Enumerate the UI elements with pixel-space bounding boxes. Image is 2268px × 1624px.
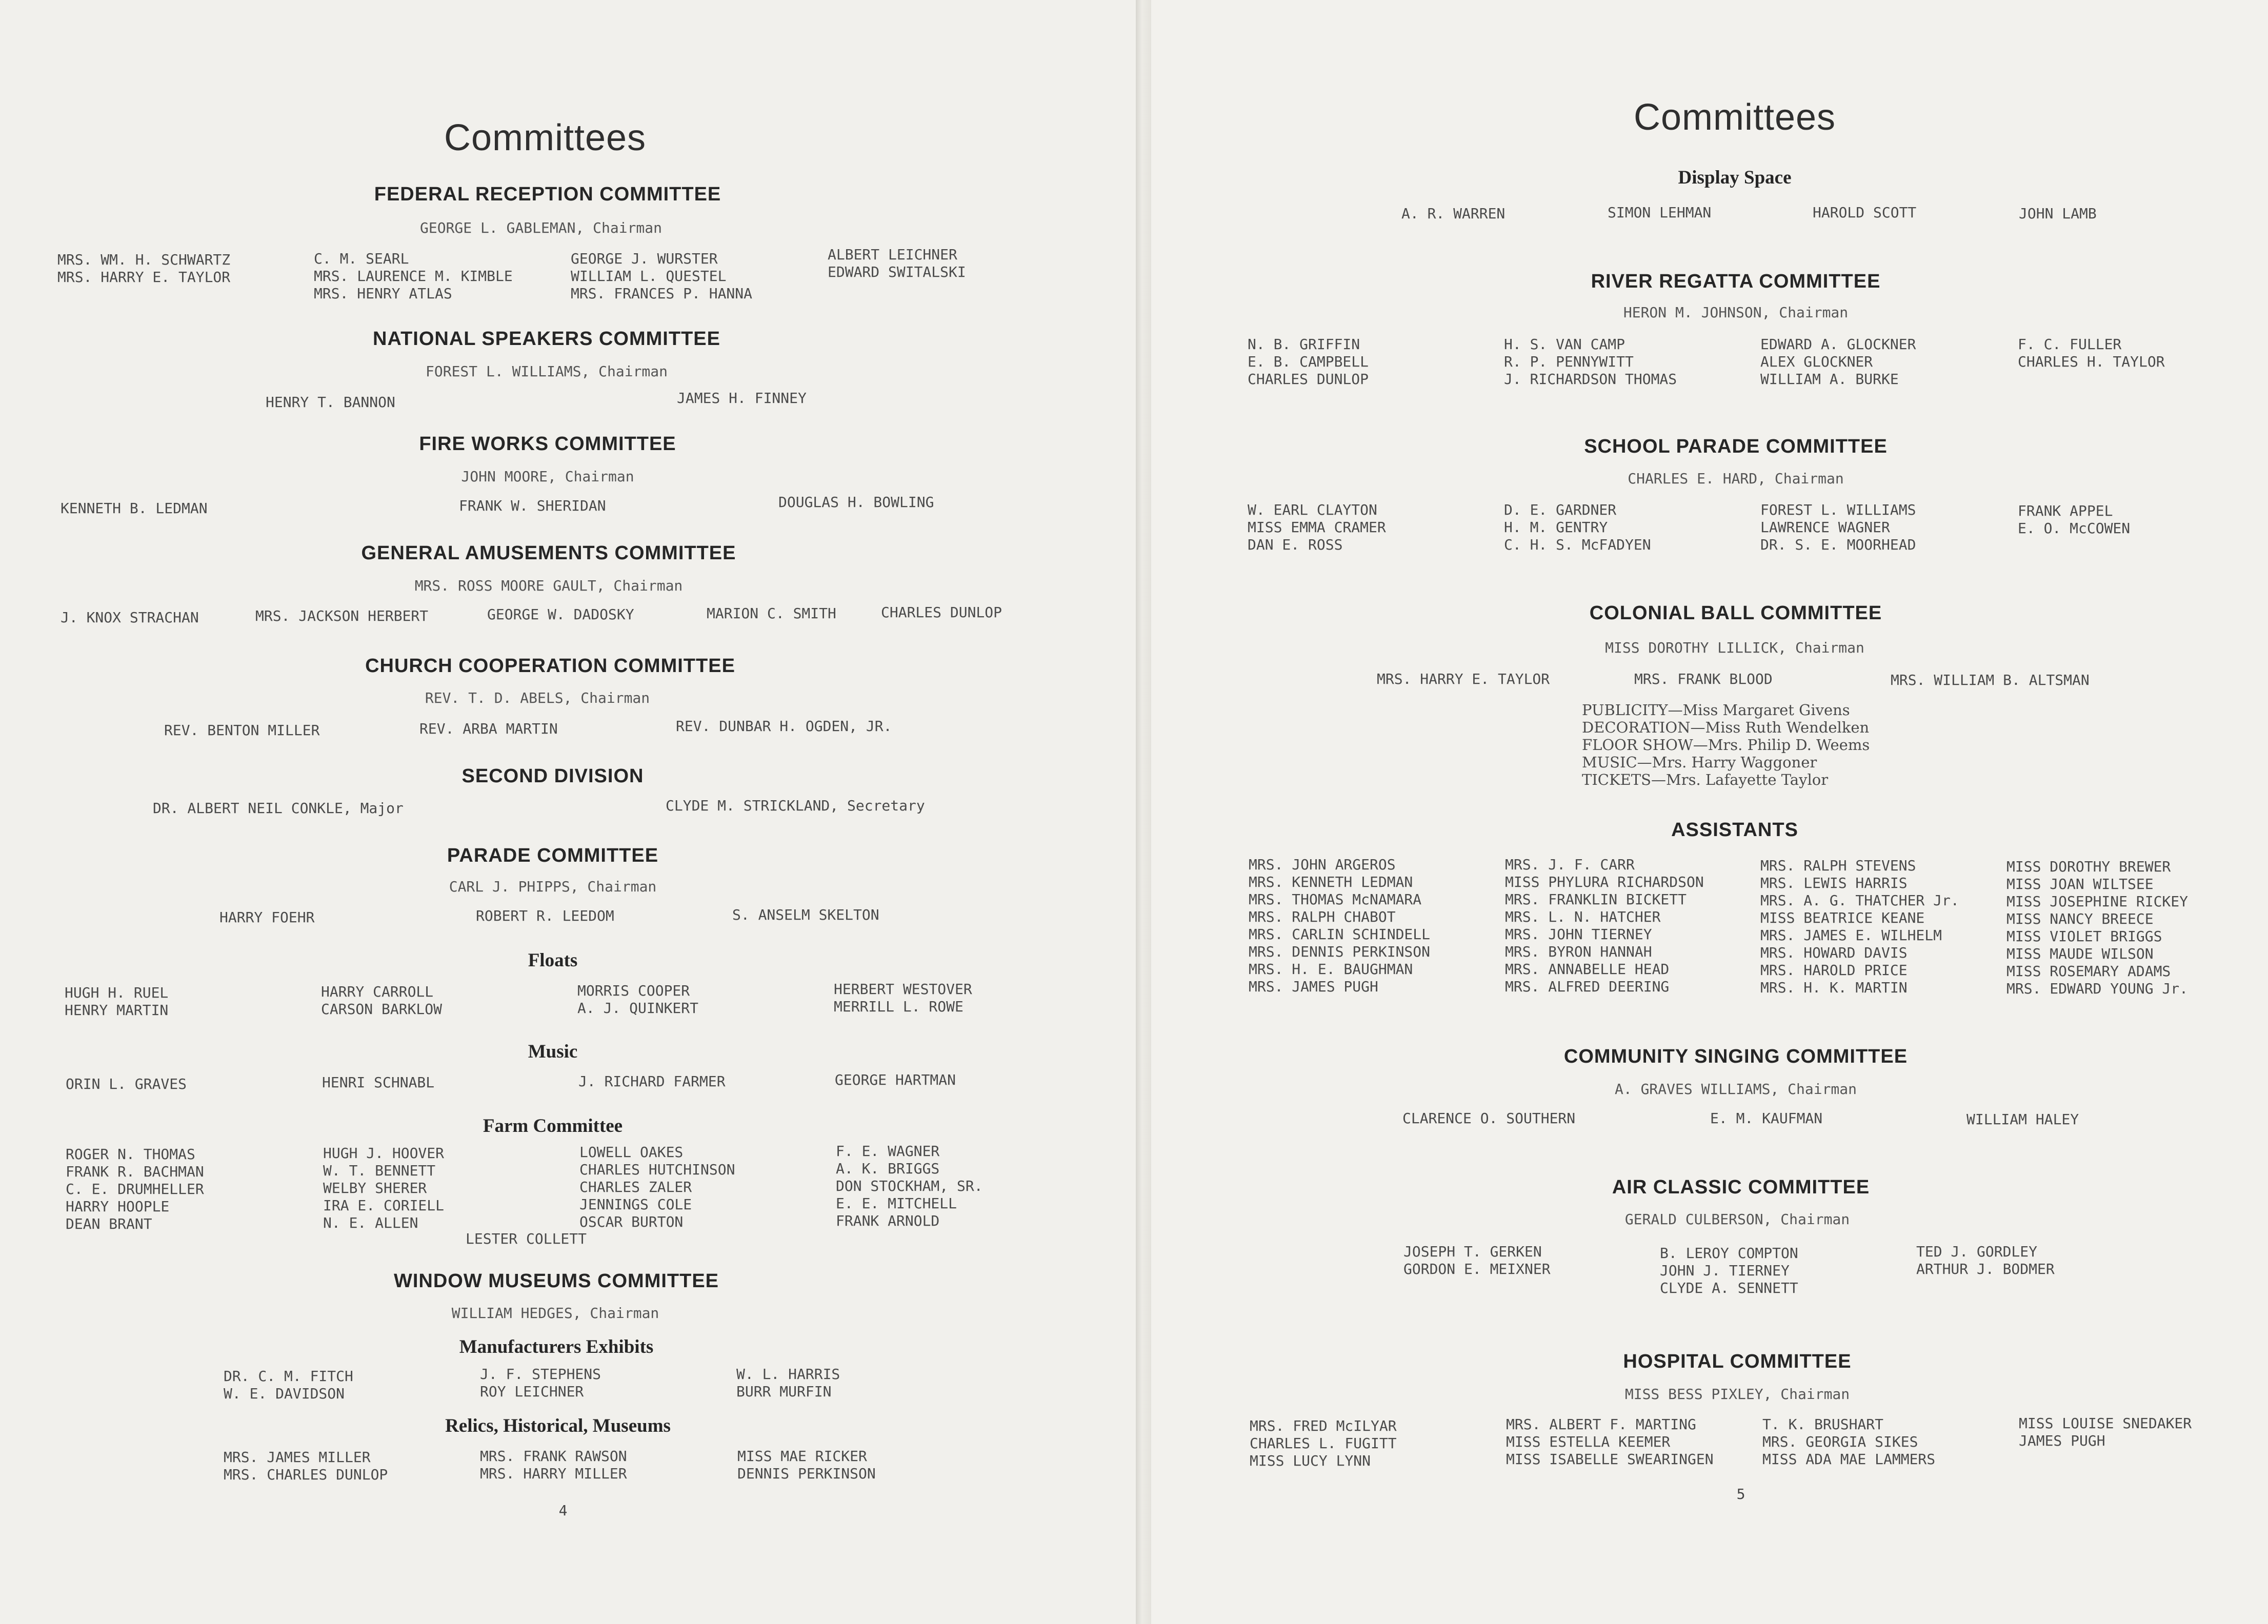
member-name: MRS. WILLIAM B. ALTSMAN [1891,672,2090,688]
member-name: DAN E. ROSS [1248,536,1343,553]
member-name: IRA E. CORIELL [323,1197,445,1214]
member-name: E. O. McCOWEN [2018,520,2131,537]
member-name: HAROLD SCOTT [1813,204,1917,221]
member-name: ROGER N. THOMAS [66,1146,195,1163]
member-name: MRS. JOHN ARGEROS [1249,856,1396,873]
member-name: JOSEPH T. GERKEN [1403,1243,1542,1260]
member-name: MRS. CHARLES DUNLOP [224,1466,388,1483]
member-name: DENNIS PERKINSON [737,1465,876,1482]
member-name: LOWELL OAKES [579,1144,684,1161]
member-name: MISS ROSEMARY ADAMS [2006,963,2171,980]
member-name: HENRY MARTIN [65,1002,169,1019]
air-col-3 [1916,1243,2055,1278]
member-name: R. P. PENNYWITT [1504,353,1634,370]
member-name: J. KNOX STRACHAN [61,609,199,626]
member-name: MISS MAUDE WILSON [2006,945,2154,962]
member-name: CLYDE M. STRICKLAND, Secretary [666,797,925,814]
member-name: C. M. SEARL [314,250,409,267]
member-name: N. E. ALLEN [323,1214,418,1231]
member-name: DOUGLAS H. BOWLING [778,494,934,511]
church-cooperation-heading: CHURCH COOPERATION COMMITTEE [365,655,735,677]
hospital-col-1 [1250,1417,1397,1470]
member-name: MISS BEATRICE KEANE [1760,909,1925,926]
member-name: W. T. BENNETT [323,1162,436,1179]
member-name: MRS. HOWARD DAVIS [1760,944,1908,961]
school-parade-heading: SCHOOL PARADE COMMITTEE [1584,436,1888,457]
member-name: MRS. LEWIS HARRIS [1760,875,1908,891]
member-name: E. M. KAUFMAN [1710,1110,1823,1127]
air-classic-chairman: GERALD CULBERSON, Chairman [1624,1211,1850,1228]
member-name: MRS. H. E. BAUGHMAN [1249,961,1413,978]
parade-chairman: CARL J. PHIPPS, Chairman [449,878,657,895]
member-name: MRS. WM. H. SCHWARTZ [57,251,231,268]
member-name: MARION C. SMITH [707,605,836,622]
member-name: MISS LUCY LYNN [1250,1452,1371,1469]
member-name: CHARLES DUNLOP [881,604,1002,621]
floats-col-1 [65,984,168,1019]
member-name: ARTHUR J. BODMER [1916,1261,2055,1277]
member-name: HENRY T. BANNON [266,394,395,411]
member-name: C. H. S. McFADYEN [1504,536,1651,553]
member-name: SIMON LEHMAN [1608,204,1712,221]
floats-col-3 [577,982,698,1017]
floats-heading: Floats [528,950,578,971]
member-name: CHARLES ZALER [579,1179,692,1195]
farm-col-3 [579,1144,735,1231]
member-name: HARRY HOOPLE [66,1198,170,1215]
regatta-col-3 [1760,336,1916,388]
role-line: TICKETS—Mrs. Lafayette Taylor [1582,771,1829,788]
member-name: MISS ESTELLA KEEMER [1506,1433,1671,1450]
member-name: KENNETH B. LEDMAN [61,500,208,517]
assistants-heading: ASSISTANTS [1671,819,1798,841]
member-name: FRANK APPEL [2018,502,2113,519]
member-name: LESTER COLLETT [466,1230,587,1247]
member-name: MISS LOUISE SNEDAKER [2019,1415,2192,1432]
member-name: MRS. FRANK BLOOD [1634,671,1773,687]
manufacturers-col-1 [224,1368,353,1403]
window-museums-chairman: WILLIAM HEDGES, Chairman [451,1305,659,1322]
regatta-col-1 [1248,336,1369,388]
member-name: ALEX GLOCKNER [1760,353,1873,370]
member-name: MRS. HARRY E. TAYLOR [57,269,231,286]
hospital-heading: HOSPITAL COMMITTEE [1623,1351,1852,1372]
member-name: CLARENCE O. SOUTHERN [1402,1110,1576,1127]
member-name: MISS NANCY BREECE [2006,910,2154,927]
member-name: MRS. JACKSON HERBERT [255,607,429,624]
floats-col-2 [321,983,442,1018]
community-singing-heading: COMMUNITY SINGING COMMITTEE [1563,1046,1908,1067]
member-name: GEORGE J. WURSTER [571,250,718,267]
member-name: ORIN L. GRAVES [66,1075,187,1092]
member-name: MISS JOAN WILTSEE [2006,876,2154,892]
federal-col-1 [57,251,230,286]
member-name: JAMES H. FINNEY [677,390,807,407]
member-name: MISS PHYLURA RICHARDSON [1505,874,1704,890]
school-col-1 [1248,501,1386,554]
federal-col-2 [314,250,513,302]
school-col-3 [1760,501,1916,554]
hospital-col-4 [2019,1415,2192,1450]
member-name: T. K. BRUSHART [1762,1416,1884,1433]
member-name: DEAN BRANT [66,1215,152,1232]
member-name: H. S. VAN CAMP [1504,336,1625,353]
member-name: MRS. FRANKLIN BICKETT [1505,891,1687,908]
federal-col-3 [571,250,752,302]
relics-historical-museums-heading: Relics, Historical, Museums [445,1415,671,1436]
member-name: WILLIAM A. BURKE [1760,371,1899,388]
floats-col-4 [834,981,972,1016]
member-name: MRS. KENNETH LEDMAN [1249,874,1413,890]
member-name: CHARLES L. FUGITT [1250,1435,1397,1452]
fire-works-heading: FIRE WORKS COMMITTEE [419,433,676,455]
member-name: MRS. H. K. MARTIN [1760,979,1908,996]
air-classic-heading: AIR CLASSIC COMMITTEE [1612,1176,1870,1198]
member-name: MRS. FRANCES P. HANNA [571,285,753,302]
member-name: REV. DUNBAR H. OGDEN, JR. [676,718,892,735]
member-name: ROBERT R. LEEDOM [476,907,614,924]
member-name: MRS. FRED McILYAR [1250,1417,1397,1434]
right-page [1151,0,2268,1624]
assistants-col-4 [2006,858,2188,998]
member-name: HARRY CARROLL [321,983,434,1000]
member-name: JENNINGS COLE [579,1196,692,1213]
member-name: MRS. JAMES PUGH [1249,978,1378,995]
member-name: GEORGE HARTMAN [835,1071,956,1088]
air-col-1 [1403,1243,1551,1278]
member-name: E. E. MITCHELL [836,1195,957,1212]
member-name: MRS. BYRON HANNAH [1505,943,1652,960]
member-name: MRS. J. F. CARR [1505,856,1635,873]
member-name: MISS VIOLET BRIGGS [2006,928,2162,945]
relics-col-3 [737,1448,876,1483]
member-name: HUGH J. HOOVER [323,1145,445,1162]
member-name: DR. S. E. MOORHEAD [1760,536,1916,553]
member-name: MISS DOROTHY BREWER [2006,858,2171,875]
member-name: CHARLES HUTCHINSON [579,1161,735,1178]
member-name: MRS. CARLIN SCHINDELL [1249,926,1431,943]
colonial-ball-roles [1582,701,1870,788]
member-name: E. B. CAMPBELL [1248,353,1369,370]
regatta-col-4 [2018,336,2165,371]
member-name: H. M. GENTRY [1504,519,1608,536]
member-name: J. RICHARD FARMER [578,1073,726,1090]
federal-reception-heading: FEDERAL RECEPTION COMMITTEE [374,184,721,205]
national-speakers-heading: NATIONAL SPEAKERS COMMITTEE [373,328,720,350]
member-name: MRS. L. N. HATCHER [1505,908,1661,925]
river-regatta-heading: RIVER REGATTA COMMITTEE [1591,271,1881,292]
relics-col-2 [480,1448,627,1483]
member-name: MISS EMMA CRAMER [1248,519,1386,536]
role-line: PUBLICITY—Miss Margaret Givens [1582,701,1850,719]
member-name: D. E. GARDNER [1504,501,1617,518]
member-name: MRS. THOMAS McNAMARA [1249,891,1422,908]
parade-heading: PARADE COMMITTEE [447,845,659,866]
role-line: MUSIC—Mrs. Harry Waggoner [1582,754,1817,771]
church-cooperation-chairman: REV. T. D. ABELS, Chairman [425,689,650,706]
member-name: OSCAR BURTON [579,1213,684,1230]
member-name: MRS. LAURENCE M. KIMBLE [314,268,513,285]
member-name: W. E. DAVIDSON [224,1385,345,1402]
member-name: GEORGE W. DADOSKY [487,606,634,623]
member-name: REV. BENTON MILLER [164,722,320,739]
federal-col-4 [828,246,966,281]
member-name: A. J. QUINKERT [577,1000,699,1017]
assistants-col-2 [1505,856,1704,996]
assistants-col-3 [1760,857,1959,997]
second-division-heading: SECOND DIVISION [461,765,644,787]
member-name: J. F. STEPHENS [480,1366,601,1383]
member-name: BURR MURFIN [736,1383,832,1400]
member-name: C. E. DRUMHELLER [66,1181,204,1197]
member-name: MRS. JOHN TIERNEY [1505,926,1652,943]
member-name: MRS. JAMES E. WILHELM [1760,927,1942,944]
farm-col-1 [66,1146,204,1233]
member-name: JAMES PUGH [2019,1432,2105,1449]
display-space-heading: Display Space [1678,167,1792,188]
member-name: W. L. HARRIS [736,1366,840,1383]
member-name: MRS. HARRY E. TAYLOR [1377,671,1550,687]
member-name: JOHN J. TIERNEY [1660,1262,1790,1279]
member-name: MRS. ALBERT F. MARTING [1506,1416,1696,1433]
member-name: MRS. HENRY ATLAS [314,285,452,302]
manufacturers-exhibits-heading: Manufacturers Exhibits [459,1336,654,1357]
member-name: ROY LEICHNER [480,1383,584,1400]
member-name: MRS. DENNIS PERKINSON [1249,943,1431,960]
member-name: MRS. A. G. THATCHER Jr. [1760,892,1959,909]
member-name: MRS. FRANK RAWSON [480,1448,627,1465]
fire-works-chairman: JOHN MOORE, Chairman [461,468,634,485]
school-col-4 [2018,502,2130,537]
window-museums-heading: WINDOW MUSEUMS COMMITTEE [393,1270,719,1292]
hospital-col-3 [1762,1416,1935,1468]
member-name: GORDON E. MEIXNER [1403,1261,1551,1277]
member-name: MRS. HAROLD PRICE [1760,962,1908,979]
member-name: MRS. RALPH CHABOT [1249,908,1396,925]
general-amusements-chairman: MRS. ROSS MOORE GAULT, Chairman [414,577,683,594]
member-name: MRS. RALPH STEVENS [1760,857,1916,874]
school-col-2 [1504,501,1651,554]
member-name: FRANK ARNOLD [836,1212,940,1229]
member-name: F. C. FULLER [2018,336,2122,353]
member-name: MISS JOSEPHINE RICKEY [2006,893,2189,910]
member-name: CARSON BARKLOW [321,1001,443,1018]
member-name: FRANK R. BACHMAN [66,1163,204,1180]
general-amusements-heading: GENERAL AMUSEMENTS COMMITTEE [361,542,736,564]
member-name: DR. C. M. FITCH [224,1368,353,1385]
hospital-chairman: MISS BESS PIXLEY, Chairman [1624,1386,1850,1403]
member-name: MORRIS COOPER [577,982,690,999]
member-name: CHARLES DUNLOP [1248,371,1369,388]
community-singing-chairman: A. GRAVES WILLIAMS, Chairman [1614,1081,1857,1098]
farm-col-2 [323,1145,444,1232]
music-heading: Music [528,1041,578,1062]
member-name: EDWARD A. GLOCKNER [1760,336,1916,353]
member-name: JOHN LAMB [2019,205,2097,222]
manufacturers-col-3 [736,1366,840,1400]
member-name: CLYDE A. SENNETT [1660,1280,1798,1296]
member-name: B. LEROY COMPTON [1660,1245,1798,1262]
member-name: MRS. ALFRED DEERING [1505,978,1670,995]
manufacturers-col-2 [480,1366,601,1400]
member-name: ALBERT LEICHNER [828,246,957,263]
member-name: MRS. JAMES MILLER [224,1449,371,1466]
farm-col-4 [836,1143,983,1230]
air-col-2 [1660,1245,1798,1297]
book-gutter [1136,0,1151,1624]
relics-col-1 [224,1449,388,1484]
page-title: Committees [444,117,647,158]
member-name: WILLIAM HALEY [1966,1111,2079,1128]
page-number: 5 [1736,1486,1745,1503]
member-name: A. K. BRIGGS [836,1160,940,1177]
assistants-col-1 [1249,856,1430,996]
member-name: N. B. GRIFFIN [1248,336,1360,353]
member-name: EDWARD SWITALSKI [828,263,966,280]
member-name: DON STOCKHAM, SR. [836,1178,983,1194]
colonial-ball-chairman: MISS DOROTHY LILLICK, Chairman [1605,639,1864,656]
member-name: MISS ISABELLE SWEARINGEN [1506,1451,1714,1468]
member-name: FRANK W. SHERIDAN [459,497,606,514]
member-name: WILLIAM L. QUESTEL [571,268,727,285]
regatta-col-2 [1504,336,1677,388]
member-name: HERBERT WESTOVER [834,981,972,998]
member-name: MISS MAE RICKER [737,1448,867,1465]
member-name: WELBY SHERER [323,1180,427,1196]
member-name: CHARLES H. TAYLOR [2018,353,2165,370]
member-name: MRS. ANNABELLE HEAD [1505,961,1670,978]
member-name: MRS. HARRY MILLER [480,1465,627,1482]
member-name: TED J. GORDLEY [1916,1243,2038,1260]
role-line: DECORATION—Miss Ruth Wendelken [1582,719,1870,736]
member-name: W. EARL CLAYTON [1248,501,1377,518]
river-regatta-chairman: HERON M. JOHNSON, Chairman [1623,304,1849,321]
page-number: 4 [558,1502,568,1519]
federal-reception-chairman: GEORGE L. GABLEMAN, Chairman [419,219,663,236]
member-name: REV. ARBA MARTIN [419,720,558,737]
farm-committee-heading: Farm Committee [483,1115,623,1136]
role-line: FLOOR SHOW—Mrs. Philip D. Weems [1582,736,1870,754]
member-name: DR. ALBERT NEIL CONKLE, Major [153,800,404,817]
member-name: J. RICHARDSON THOMAS [1504,371,1677,388]
national-speakers-chairman: FOREST L. WILLIAMS, Chairman [425,363,668,380]
member-name: HARRY FOEHR [219,909,315,926]
school-parade-chairman: CHARLES E. HARD, Chairman [1628,470,1844,487]
page-title: Committees [1633,97,1836,138]
hospital-col-2 [1506,1416,1714,1468]
member-name: HUGH H. RUEL [65,984,169,1001]
member-name: MERRILL L. ROWE [834,998,964,1015]
member-name: MISS ADA MAE LAMMERS [1762,1451,1936,1468]
member-name: LAWRENCE WAGNER [1760,519,1890,536]
member-name: HENRI SCHNABL [322,1074,435,1091]
member-name: MRS. GEORGIA SIKES [1762,1433,1918,1450]
member-name: A. R. WARREN [1401,205,1506,222]
member-name: F. E. WAGNER [836,1143,940,1160]
member-name: FOREST L. WILLIAMS [1760,501,1916,518]
colonial-ball-heading: COLONIAL BALL COMMITTEE [1589,602,1882,624]
member-name: S. ANSELM SKELTON [732,906,879,923]
member-name: MRS. EDWARD YOUNG Jr. [2006,980,2189,997]
